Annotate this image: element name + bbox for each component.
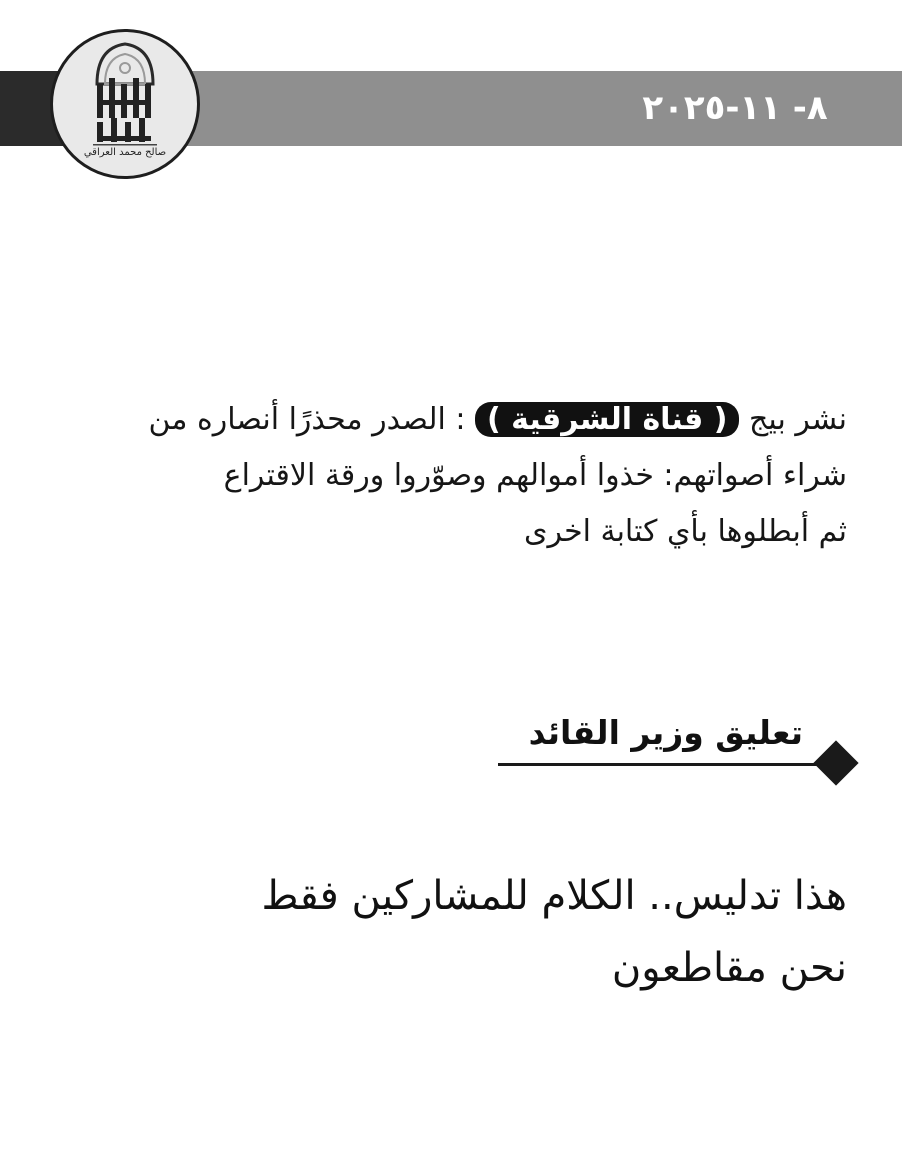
source-tag: ( قناة الشرقية ) — [475, 402, 739, 437]
comment-line-1: هذا تدليس.. الكلام للمشاركين فقط — [261, 873, 847, 919]
comment-body — [150, 860, 847, 1004]
comment-line-2: نحن مقاطعون — [611, 945, 847, 991]
news-paragraph — [55, 392, 847, 560]
comment-divider — [498, 763, 828, 766]
news-line-1 — [55, 392, 847, 448]
date-label: ٨- ١١-٢٠٢٥ — [642, 88, 828, 128]
diamond-icon — [813, 740, 858, 785]
comment-heading: تعليق وزير القائد — [528, 713, 803, 752]
news-line-1-prefix: نشر بيج — [749, 402, 847, 437]
logo-badge — [50, 29, 200, 179]
logo-signature: صالح محمد العراقي — [83, 147, 167, 158]
news-line-1-suffix: : الصدر محذرًا أنصاره من — [148, 402, 476, 437]
news-line-3: ثم أبطلوها بأي كتابة اخرى — [524, 514, 847, 549]
news-line-2: شراء أصواتهم: خذوا أموالهم وصوّروا ورقة الاقتراع — [223, 458, 847, 493]
